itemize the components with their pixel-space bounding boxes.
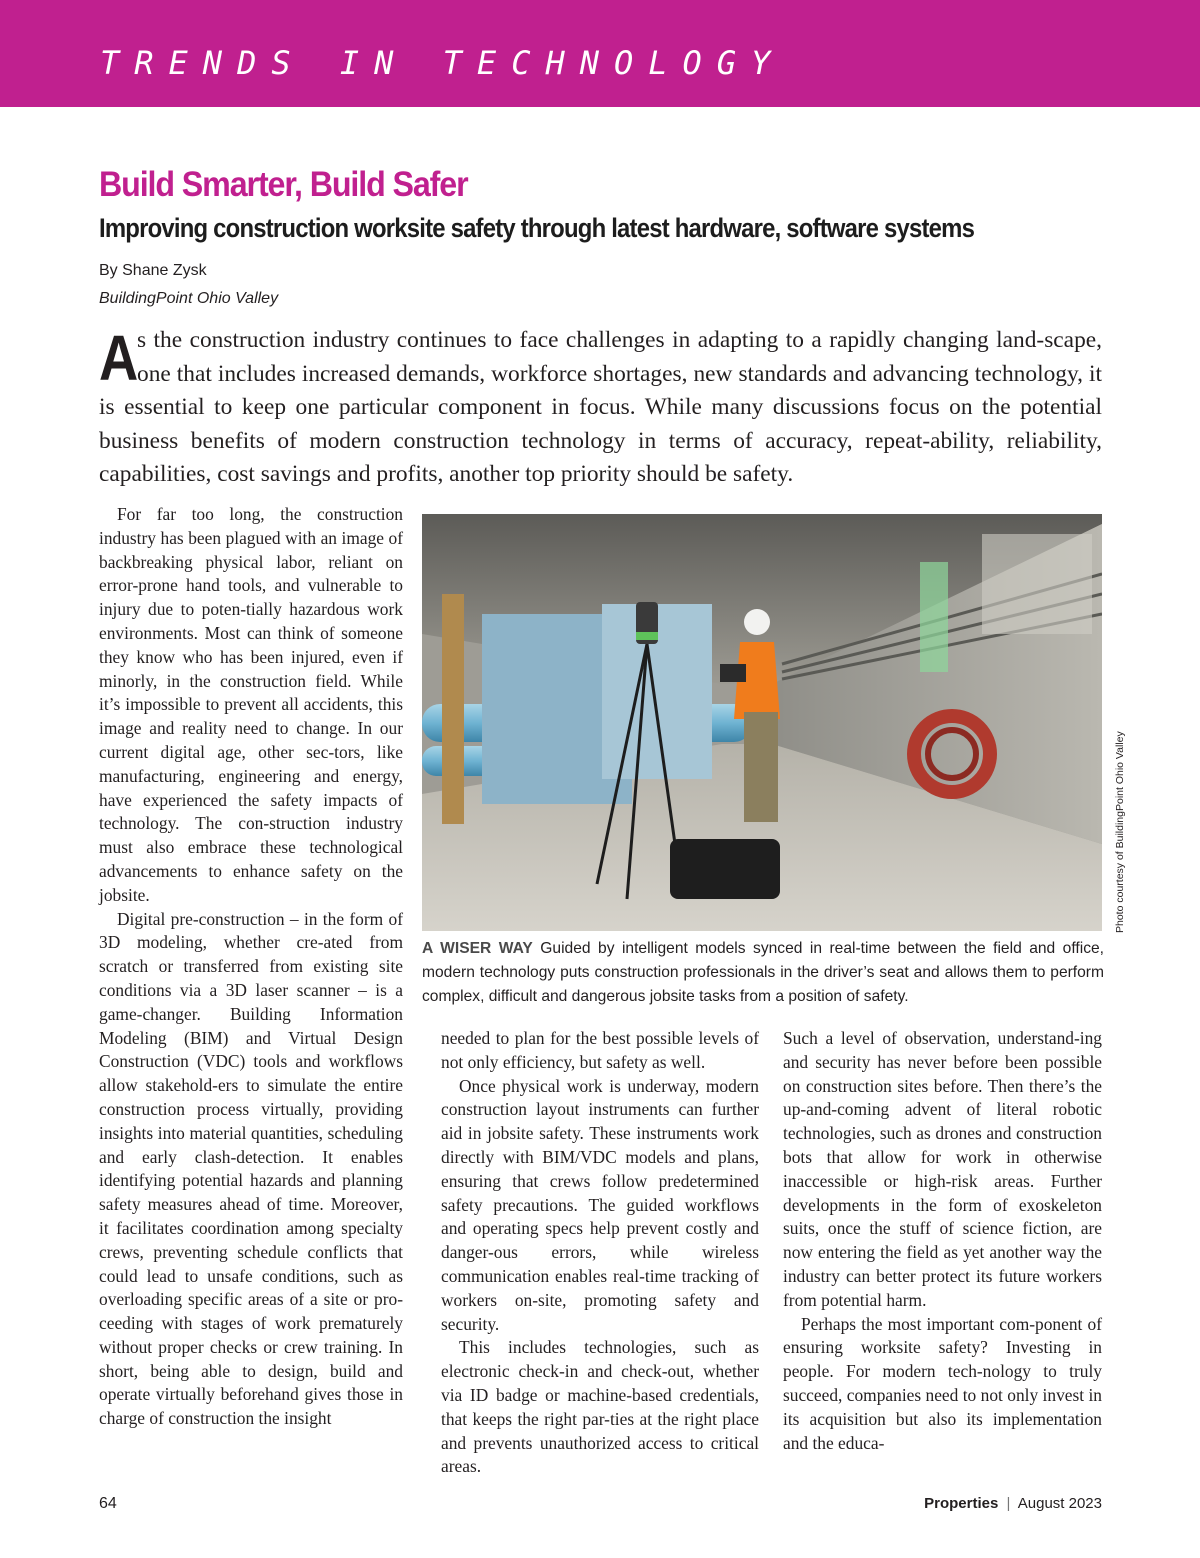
footer-separator: |	[1006, 1495, 1011, 1512]
section-banner	[0, 0, 1200, 107]
paragraph: Perhaps the most important com-ponent of ensuring worksite safety? Investing in people. For modern tech-nology to truly succeed, companies need to not only invest in its acquisition but also its implementation and the educa-	[783, 1313, 1102, 1453]
article-title: Build Smarter, Build Safer	[99, 165, 468, 204]
footer-publication	[924, 1495, 1102, 1512]
magazine-name: Properties	[924, 1495, 999, 1512]
author-affiliation: BuildingPoint Ohio Valley	[99, 290, 279, 307]
paragraph: Such a level of observation, understand-ing and security has never before been possible on construction sites before. Then there’s the up-and-coming advent of literal robotic technologies, such as drones and construction bots that allow for work in otherwise inaccessible or high-risk areas. Further developments in the form of exoskeleton suits, once the stuff of science fiction, are now entering the field as yet another way the industry can better protect its future workers from potential harm.	[783, 1028, 1102, 1310]
photo-credit: Photo courtesy of BuildingPoint Ohio Valley	[1114, 731, 1126, 933]
byline: By Shane Zysk	[99, 262, 207, 279]
drop-cap: A	[99, 322, 139, 394]
paragraph: Digital pre-construction – in the form of 3D modeling, whether cre-ated from scratch or transferred from existing site conditions via a 3D laser scanner – is a game-changer. Building Information Modeling (BIM) and Virtual Design Construction (VDC) tools and workflows allow stakehold-ers to simulate the entire construction process virtually, providing insights into material quantities, scheduling and early clash-detection. It enables identifying potential hazards and planning safety measures ahead of time. Moreover, it facilitates coordination among specialty crews, preventing schedule conflicts that could lead to unsafe conditions, such as overloading specific areas of a site or pro-ceeding with stages of work prematurely without proper checks or crew training. In short, being able to design, build and operate virtually beforehand gives those in charge of construction the insight	[99, 908, 403, 1429]
paragraph: Once physical work is underway, modern construction layout instruments can further aid in jobsite safety. These instruments work directly with BIM/VDC models and plans, ensuring that crews follow predetermined safety precautions. The guided workflows and operating specs help prevent costly and danger-ous errors, while wireless communication enables real-time tracking of workers on-site, promoting safety and security.	[441, 1075, 759, 1334]
article-subtitle: Improving construction worksite safety through latest hardware, software systems	[99, 213, 975, 243]
lead-paragraph	[99, 324, 1102, 492]
caption-text: Guided by intelligent models synced in real-time between the field and office, modern technology puts construction professionals in the driver’s seat and allows them to perform complex, difficult and dangerous jobsite tasks from a position of safety.	[422, 940, 1104, 1005]
body-column-1	[99, 503, 403, 1431]
body-column-2	[441, 1027, 759, 1479]
construction-site-photo	[422, 514, 1102, 931]
issue-date: August 2023	[1017, 1495, 1102, 1512]
lead-text: s the construction industry continues to face challenges in adapting to a rapidly changing land-scape, one that includes increased demands, workforce shortages, new standards and advancing technology, it is essential to keep one particular component in focus. While many discussions focus on the potential business benefits of modern construction technology in terms of accuracy, repeat-ability, reliability, capabilities, cost savings and profits, another top priority should be safety.	[99, 327, 1102, 487]
paragraph: For far too long, the construction industry has been plagued with an image of backbreaking physical labor, reliant on error-prone hand tools, and vulnerable to injury due to poten-tially hazardous work environments. Most can think of someone they know who has been injured, even if minorly, in the construction field. While it’s impossible to prevent all accidents, this image and reality need to change. In our current digital age, other sec-tors, like manufacturing, engineering and energy, have experienced the safety impacts of technology. The con-struction industry must also embrace these technological advancements to enhance safety on the jobsite.	[99, 504, 403, 905]
section-label: TRENDS IN TECHNOLOGY	[100, 44, 786, 82]
body-column-3	[783, 1027, 1102, 1455]
paragraph: This includes technologies, such as electronic check-in and check-out, whether via ID badge or machine-based credentials, that keeps the right par-ties at the right place and prevents unauthorized access to critical areas.	[441, 1337, 759, 1477]
paragraph: needed to plan for the best possible levels of not only efficiency, but safety as well.	[441, 1028, 759, 1072]
photo-caption	[422, 937, 1104, 1009]
caption-label: A WISER WAY	[422, 940, 533, 957]
article-photo	[422, 514, 1102, 931]
page-number: 64	[99, 1495, 117, 1512]
